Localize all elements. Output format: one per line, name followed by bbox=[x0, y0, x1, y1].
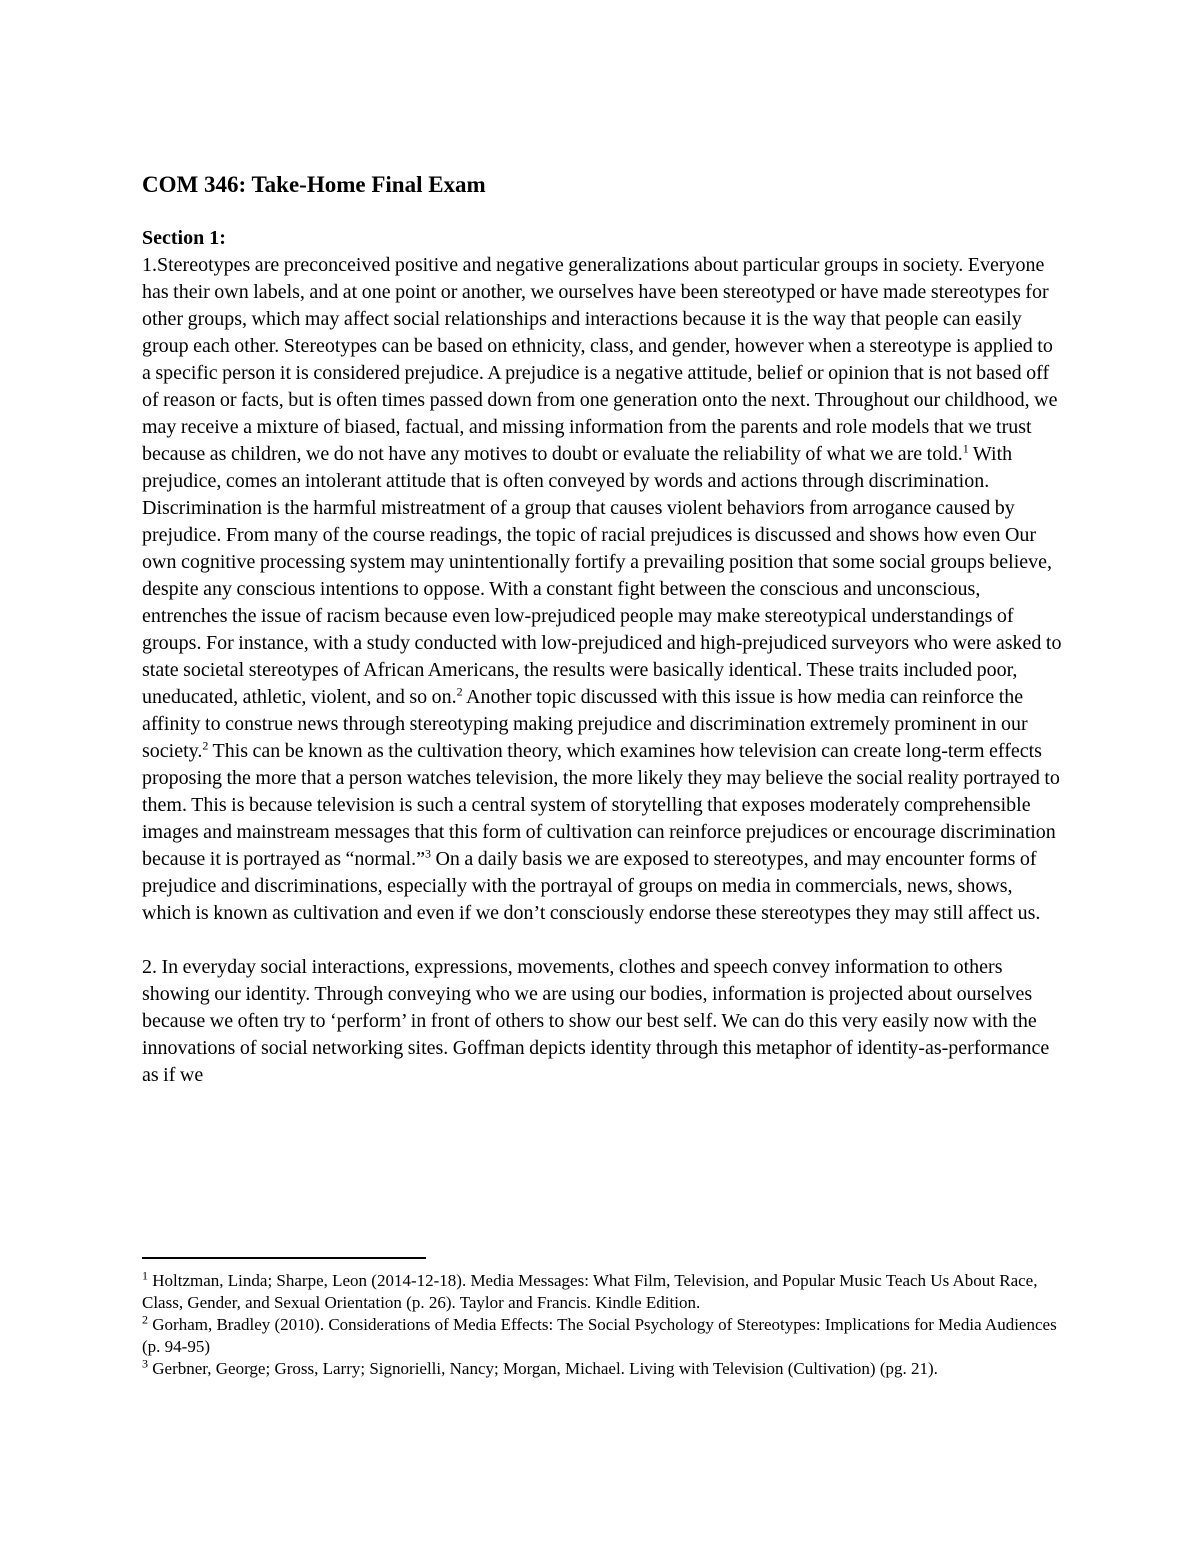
footnote-3 bbox=[142, 1358, 1062, 1380]
paragraph-1-part-2: With prejudice, comes an intolerant attitude that is often conveyed by words and actions through discrimination. Discrimination is the harmful mistreatment of a group that causes violent behaviors from arrogance caused by prejudice. From many of the course readings, the topic of racial prejudices is discussed and shows how even Our own cognitive processing system may unintentionally fortify a prevailing position that some social groups believe, despite any conscious intentions to oppose. With a constant fight between the conscious and unconscious, entrenches the issue of racism because even low-prejudiced people may make stereotypical understandings of groups. For instance, with a study conducted with low-prejudiced and high-prejudiced surveyors who were asked to state societal stereotypes of African Americans, the results were basically identical. These traits included poor, uneducated, athletic, violent, and so on. bbox=[142, 443, 1062, 708]
paragraph-1-part-4: This can be known as the cultivation theory, which examines how television can create long-term effects proposing the more that a person watches television, the more likely they may believe the social reality portrayed to them. This is because television is such a central system of storytelling that exposes moderately comprehensible images and mainstream messages that this form of cultivation can reinforce prejudices or encourage discrimination because it is portrayed as “normal.” bbox=[142, 740, 1060, 870]
footnote-ref-3[interactable]: 3 bbox=[424, 846, 431, 861]
footnote-1-marker: 1 bbox=[142, 1268, 148, 1283]
footnote-ref-2[interactable]: 2 bbox=[456, 684, 463, 699]
paragraph-spacer bbox=[142, 927, 1062, 954]
footnotes bbox=[142, 1270, 1062, 1380]
footnote-ref-2-repeat[interactable]: 2 bbox=[202, 738, 209, 753]
paragraph-1-part-3: Another topic discussed with this issue is how media can reinforce the affinity to construe news through stereotyping making prejudice and discrimination extremely prominent in our society. bbox=[142, 686, 1028, 762]
footnote-3-text: Gerbner, George; Gross, Larry; Signorielli, Nancy; Morgan, Michael. Living with Television (Cultivation) (pg. 21). bbox=[148, 1359, 938, 1378]
footnote-ref-1[interactable]: 1 bbox=[962, 441, 969, 456]
footnote-3-marker: 3 bbox=[142, 1356, 148, 1371]
paragraph-1-part-5: On a daily basis we are exposed to stereotypes, and may encounter forms of prejudice and discriminations, especially with the portrayal of groups on media in commercials, news, shows, which is known as cultivation and even if we don’t consciously endorse these stereotypes they may still affect us. bbox=[142, 848, 1041, 924]
footnote-separator bbox=[142, 1257, 426, 1259]
footnote-2-marker: 2 bbox=[142, 1312, 148, 1327]
paragraph-2: 2. In everyday social interactions, expressions, movements, clothes and speech convey information to others showing our identity. Through conveying who we are using our bodies, information is projected about ourselves because we often try to ‘perform’ in front of others to show our best self. We can do this very easily now with the innovations of social networking sites. Goffman depicts identity through this metaphor of identity-as-performance as if we bbox=[142, 956, 1050, 1086]
paragraph-1 bbox=[142, 252, 1062, 927]
footnote-1 bbox=[142, 1270, 1062, 1314]
footnote-2 bbox=[142, 1314, 1062, 1358]
document-body bbox=[142, 170, 1062, 1089]
footnote-2-text: Gorham, Bradley (2010). Considerations of Media Effects: The Social Psychology of Stereotypes: Implications for Media Audiences (p. 94-95) bbox=[142, 1315, 1057, 1356]
paragraph-1-part-1: 1.Stereotypes are preconceived positive and negative generalizations about particular groups in society. Everyone has their own labels, and at one point or another, we ourselves have been stereotyped or have made stereotypes for other groups, which may affect social relationships and interactions because it is the way that people can easily group each other. Stereotypes can be based on ethnicity, class, and gender, however when a stereotype is applied to a specific person it is considered prejudice. A prejudice is a negative attitude, belief or opinion that is not based off of reason or facts, but is often times passed down from one generation onto the next. Throughout our childhood, we may receive a mixture of biased, factual, and missing information from the parents and role models that we trust because as children, we do not have any motives to doubt or evaluate the reliability of what we are told. bbox=[142, 254, 1058, 465]
document-title: COM 346: Take-Home Final Exam bbox=[142, 172, 486, 197]
section-heading: Section 1: bbox=[142, 227, 226, 249]
footnote-1-text: Holtzman, Linda; Sharpe, Leon (2014-12-18). Media Messages: What Film, Television, and Popular Music Teach Us About Race, Class, Gender, and Sexual Orientation (p. 26). Taylor and Francis. Kindle Edition. bbox=[142, 1271, 1038, 1312]
